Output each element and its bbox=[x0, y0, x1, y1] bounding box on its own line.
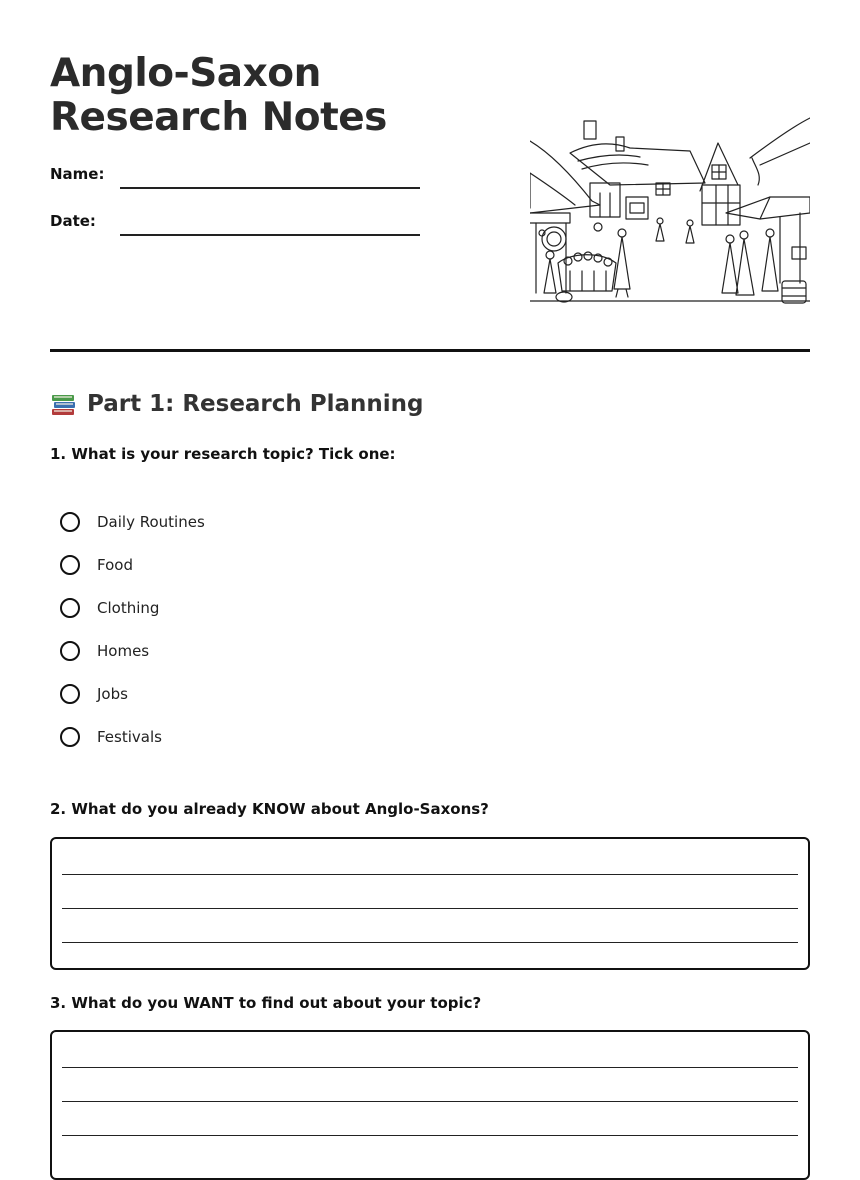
topic-option-daily-routines[interactable] bbox=[60, 509, 205, 535]
worksheet-page bbox=[50, 0, 810, 1161]
header-divider bbox=[50, 349, 810, 352]
option-label: Food bbox=[97, 556, 133, 574]
question-2: 2. What do you already KNOW about Anglo-Saxons? bbox=[50, 800, 489, 818]
name-field[interactable] bbox=[120, 187, 420, 189]
books-icon bbox=[50, 391, 77, 418]
radio-circle[interactable] bbox=[60, 684, 80, 704]
option-label: Daily Routines bbox=[97, 513, 205, 531]
radio-circle[interactable] bbox=[60, 641, 80, 661]
option-label: Homes bbox=[97, 642, 150, 660]
topic-option-jobs[interactable] bbox=[60, 681, 128, 707]
answer-line bbox=[62, 908, 798, 909]
date-field[interactable] bbox=[120, 234, 420, 236]
village-market-illustration bbox=[530, 113, 810, 307]
topic-option-clothing[interactable] bbox=[60, 595, 159, 621]
know-answer-box[interactable] bbox=[50, 837, 810, 970]
answer-line bbox=[62, 1067, 798, 1068]
date-label: Date: bbox=[50, 212, 96, 230]
radio-circle[interactable] bbox=[60, 727, 80, 747]
question-1: 1. What is your research topic? Tick one: bbox=[50, 445, 396, 463]
answer-line bbox=[62, 1135, 798, 1136]
section-heading-text: Part 1: Research Planning bbox=[87, 391, 424, 417]
topic-option-festivals[interactable] bbox=[60, 724, 162, 750]
page-title: Anglo-Saxon Research Notes bbox=[50, 51, 387, 140]
question-3: 3. What do you WANT to find out about your topic? bbox=[50, 994, 482, 1012]
radio-circle[interactable] bbox=[60, 555, 80, 575]
radio-circle[interactable] bbox=[60, 598, 80, 618]
answer-line bbox=[62, 874, 798, 875]
section-heading-part1 bbox=[50, 388, 424, 420]
option-label: Festivals bbox=[97, 728, 162, 746]
option-label: Clothing bbox=[97, 599, 160, 617]
name-label: Name: bbox=[50, 165, 105, 183]
topic-option-food[interactable] bbox=[60, 552, 133, 578]
answer-line bbox=[62, 1101, 798, 1102]
answer-line bbox=[62, 942, 798, 943]
option-label: Jobs bbox=[97, 685, 128, 703]
topic-option-homes[interactable] bbox=[60, 638, 149, 664]
want-answer-box[interactable] bbox=[50, 1030, 810, 1180]
radio-circle[interactable] bbox=[60, 512, 80, 532]
